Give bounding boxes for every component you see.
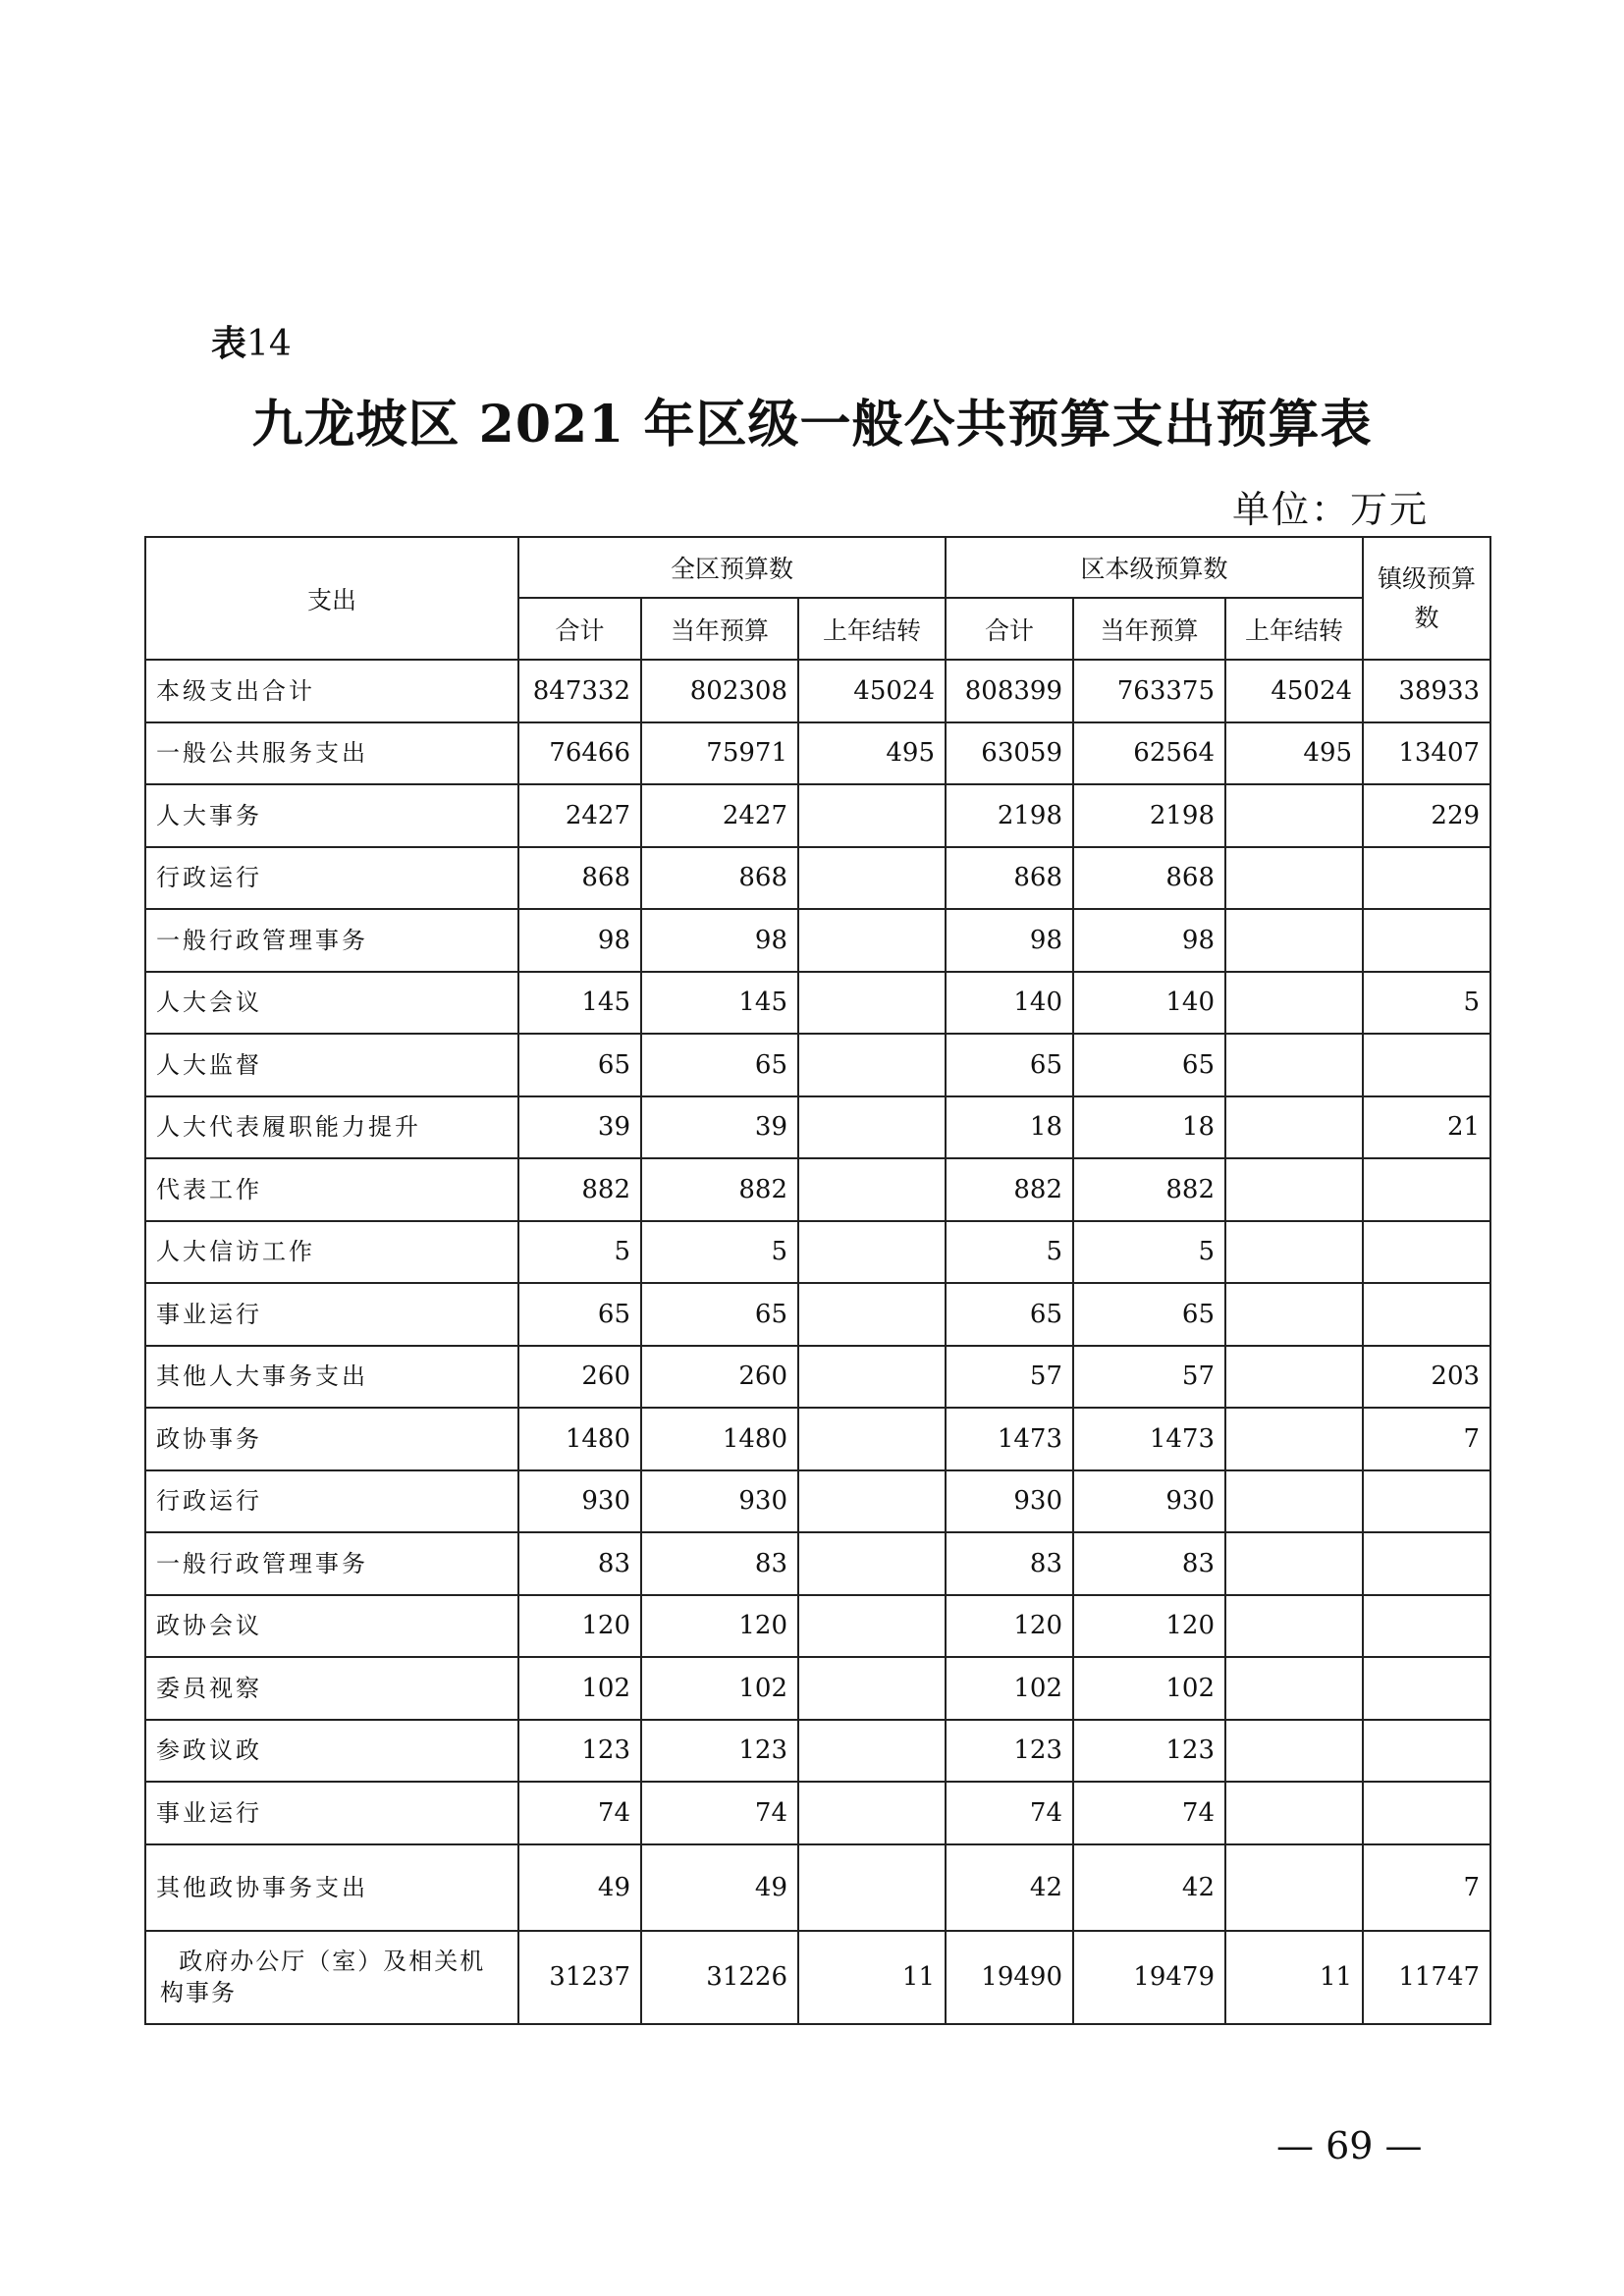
- cell-town: 203: [1363, 1346, 1490, 1409]
- cell-town: [1363, 1782, 1490, 1844]
- cell-all-carry: [798, 1346, 946, 1409]
- cell-all-current: 120: [641, 1595, 798, 1658]
- cell-all-current: 882: [641, 1158, 798, 1221]
- cell-dist-carry: 11: [1225, 1931, 1363, 2024]
- cell-all-total: 930: [518, 1470, 641, 1533]
- cell-dist-current: 120: [1073, 1595, 1225, 1658]
- table-row: [145, 1931, 1490, 2024]
- cell-all-total: 49: [518, 1844, 641, 1931]
- cell-dist-current: 123: [1073, 1720, 1225, 1783]
- cell-all-carry: [798, 1034, 946, 1096]
- cell-all-total: 847332: [518, 660, 641, 722]
- header-all-current: 当年预算: [641, 598, 798, 660]
- cell-dist-carry: [1225, 1346, 1363, 1409]
- row-label: 人大事务: [145, 784, 518, 847]
- cell-dist-carry: [1225, 1782, 1363, 1844]
- cell-all-current: 65: [641, 1034, 798, 1096]
- cell-all-total: 102: [518, 1657, 641, 1720]
- cell-dist-total: 65: [946, 1034, 1073, 1096]
- cell-dist-carry: [1225, 1532, 1363, 1595]
- cell-all-total: 120: [518, 1595, 641, 1658]
- row-label: 行政运行: [145, 847, 518, 910]
- cell-town: 7: [1363, 1844, 1490, 1931]
- cell-all-total: 868: [518, 847, 641, 910]
- cell-town: 5: [1363, 972, 1490, 1035]
- cell-all-carry: [798, 1158, 946, 1221]
- cell-all-carry: [798, 1595, 946, 1658]
- cell-town: [1363, 847, 1490, 910]
- cell-town: 38933: [1363, 660, 1490, 722]
- row-label: 行政运行: [145, 1470, 518, 1533]
- cell-dist-total: 19490: [946, 1931, 1073, 2024]
- cell-all-total: 39: [518, 1096, 641, 1159]
- cell-all-total: 882: [518, 1158, 641, 1221]
- cell-all-total: 123: [518, 1720, 641, 1783]
- cell-dist-carry: [1225, 909, 1363, 972]
- cell-dist-current: 1473: [1073, 1408, 1225, 1470]
- table-row: [145, 847, 1490, 910]
- cell-dist-carry: [1225, 1408, 1363, 1470]
- cell-dist-total: 930: [946, 1470, 1073, 1533]
- cell-town: [1363, 1283, 1490, 1346]
- cell-dist-carry: [1225, 1283, 1363, 1346]
- cell-dist-total: 18: [946, 1096, 1073, 1159]
- cell-dist-current: 140: [1073, 972, 1225, 1035]
- cell-dist-current: 868: [1073, 847, 1225, 910]
- cell-all-total: 31237: [518, 1931, 641, 2024]
- cell-all-total: 5: [518, 1221, 641, 1284]
- table-row: [145, 1470, 1490, 1533]
- cell-town: [1363, 909, 1490, 972]
- cell-all-current: 65: [641, 1283, 798, 1346]
- cell-all-carry: [798, 1470, 946, 1533]
- cell-town: [1363, 1657, 1490, 1720]
- row-label: 政协事务: [145, 1408, 518, 1470]
- header-all-carry: 上年结转: [798, 598, 946, 660]
- cell-all-current: 145: [641, 972, 798, 1035]
- cell-dist-current: 65: [1073, 1034, 1225, 1096]
- cell-town: [1363, 1034, 1490, 1096]
- document-title: 九龙坡区 2021 年区级一般公共预算支出预算表: [251, 395, 1373, 454]
- cell-dist-carry: [1225, 1158, 1363, 1221]
- table-row: [145, 1158, 1490, 1221]
- header-item: 支出: [145, 537, 518, 660]
- cell-dist-total: 98: [946, 909, 1073, 972]
- cell-all-carry: [798, 1844, 946, 1931]
- row-label: 一般行政管理事务: [145, 909, 518, 972]
- row-label: 一般公共服务支出: [145, 722, 518, 785]
- cell-all-total: 65: [518, 1283, 641, 1346]
- cell-all-carry: [798, 1782, 946, 1844]
- cell-all-carry: [798, 1096, 946, 1159]
- cell-all-current: 123: [641, 1720, 798, 1783]
- row-label: 其他人大事务支出: [145, 1346, 518, 1409]
- cell-dist-carry: [1225, 972, 1363, 1035]
- cell-dist-total: 882: [946, 1158, 1073, 1221]
- table-row: [145, 660, 1490, 722]
- cell-all-carry: [798, 1221, 946, 1284]
- header-group-all: 全区预算数: [518, 537, 946, 598]
- cell-town: [1363, 1470, 1490, 1533]
- row-label: 政协会议: [145, 1595, 518, 1658]
- cell-all-current: 31226: [641, 1931, 798, 2024]
- row-label: 事业运行: [145, 1782, 518, 1844]
- cell-town: [1363, 1158, 1490, 1221]
- cell-all-current: 5: [641, 1221, 798, 1284]
- table-row: [145, 1657, 1490, 1720]
- cell-dist-current: 57: [1073, 1346, 1225, 1409]
- row-label: 事业运行: [145, 1283, 518, 1346]
- cell-all-carry: 45024: [798, 660, 946, 722]
- cell-all-current: 102: [641, 1657, 798, 1720]
- cell-all-total: 65: [518, 1034, 641, 1096]
- cell-dist-carry: [1225, 1720, 1363, 1783]
- cell-dist-current: 5: [1073, 1221, 1225, 1284]
- cell-all-carry: [798, 972, 946, 1035]
- row-label: 人大监督: [145, 1034, 518, 1096]
- cell-dist-current: 65: [1073, 1283, 1225, 1346]
- table-row: [145, 1532, 1490, 1595]
- cell-dist-carry: [1225, 1034, 1363, 1096]
- table-row: [145, 1346, 1490, 1409]
- cell-dist-carry: 495: [1225, 722, 1363, 785]
- cell-town: [1363, 1532, 1490, 1595]
- table-row: [145, 972, 1490, 1035]
- cell-dist-total: 123: [946, 1720, 1073, 1783]
- cell-dist-total: 63059: [946, 722, 1073, 785]
- cell-dist-total: 1473: [946, 1408, 1073, 1470]
- table-row: [145, 1720, 1490, 1783]
- cell-dist-current: 18: [1073, 1096, 1225, 1159]
- cell-all-total: 145: [518, 972, 641, 1035]
- cell-dist-total: 868: [946, 847, 1073, 910]
- cell-town: 7: [1363, 1408, 1490, 1470]
- cell-dist-total: 2198: [946, 784, 1073, 847]
- row-label: 代表工作: [145, 1158, 518, 1221]
- cell-dist-current: 930: [1073, 1470, 1225, 1533]
- table-row: [145, 909, 1490, 972]
- cell-dist-carry: [1225, 1470, 1363, 1533]
- cell-all-total: 83: [518, 1532, 641, 1595]
- cell-all-carry: [798, 1720, 946, 1783]
- cell-dist-current: 19479: [1073, 1931, 1225, 2024]
- cell-dist-total: 57: [946, 1346, 1073, 1409]
- table-row: [145, 1096, 1490, 1159]
- row-label: 参政议政: [145, 1720, 518, 1783]
- cell-town: [1363, 1221, 1490, 1284]
- cell-dist-current: 83: [1073, 1532, 1225, 1595]
- cell-dist-total: 140: [946, 972, 1073, 1035]
- table-row: [145, 1408, 1490, 1470]
- cell-all-carry: [798, 1657, 946, 1720]
- table-number: 表14: [211, 323, 292, 364]
- cell-all-carry: [798, 909, 946, 972]
- cell-all-current: 2427: [641, 784, 798, 847]
- cell-dist-current: 98: [1073, 909, 1225, 972]
- cell-dist-current: 763375: [1073, 660, 1225, 722]
- table-row: [145, 1782, 1490, 1844]
- cell-town: [1363, 1720, 1490, 1783]
- cell-all-total: 76466: [518, 722, 641, 785]
- cell-dist-carry: [1225, 1595, 1363, 1658]
- cell-dist-current: 882: [1073, 1158, 1225, 1221]
- cell-dist-current: 2198: [1073, 784, 1225, 847]
- table-row: [145, 1283, 1490, 1346]
- cell-dist-carry: [1225, 1844, 1363, 1931]
- cell-all-current: 39: [641, 1096, 798, 1159]
- cell-all-current: 49: [641, 1844, 798, 1931]
- cell-all-carry: [798, 1283, 946, 1346]
- cell-all-current: 75971: [641, 722, 798, 785]
- cell-all-carry: 495: [798, 722, 946, 785]
- cell-all-current: 98: [641, 909, 798, 972]
- cell-town: [1363, 1595, 1490, 1658]
- cell-dist-current: 62564: [1073, 722, 1225, 785]
- row-label: 人大会议: [145, 972, 518, 1035]
- table-row: [145, 1595, 1490, 1658]
- table-row: [145, 1221, 1490, 1284]
- cell-all-total: 98: [518, 909, 641, 972]
- header-group-district: 区本级预算数: [946, 537, 1363, 598]
- header-district-carry: 上年结转: [1225, 598, 1363, 660]
- cell-all-carry: [798, 784, 946, 847]
- row-label: 委员视察: [145, 1657, 518, 1720]
- cell-dist-carry: [1225, 847, 1363, 910]
- row-label: 政府办公厅（室）及相关机构事务: [145, 1931, 518, 2024]
- row-label: 人大信访工作: [145, 1221, 518, 1284]
- cell-town: 13407: [1363, 722, 1490, 785]
- cell-dist-current: 42: [1073, 1844, 1225, 1931]
- cell-dist-total: 83: [946, 1532, 1073, 1595]
- table-row: [145, 784, 1490, 847]
- cell-dist-carry: 45024: [1225, 660, 1363, 722]
- row-label: 一般行政管理事务: [145, 1532, 518, 1595]
- cell-all-current: 1480: [641, 1408, 798, 1470]
- row-label: 本级支出合计: [145, 660, 518, 722]
- cell-dist-total: 808399: [946, 660, 1073, 722]
- cell-dist-carry: [1225, 1096, 1363, 1159]
- cell-all-total: 74: [518, 1782, 641, 1844]
- header-district-current: 当年预算: [1073, 598, 1225, 660]
- cell-dist-carry: [1225, 784, 1363, 847]
- header-district-total: 合计: [946, 598, 1073, 660]
- table-row: [145, 722, 1490, 785]
- header-group-town: 镇级预算数: [1363, 537, 1490, 660]
- cell-dist-current: 74: [1073, 1782, 1225, 1844]
- table-row: [145, 1034, 1490, 1096]
- row-label: 人大代表履职能力提升: [145, 1096, 518, 1159]
- page-number: — 69 —: [1276, 2124, 1423, 2167]
- cell-all-current: 930: [641, 1470, 798, 1533]
- cell-dist-total: 5: [946, 1221, 1073, 1284]
- header-all-total: 合计: [518, 598, 641, 660]
- cell-town: 21: [1363, 1096, 1490, 1159]
- cell-dist-total: 74: [946, 1782, 1073, 1844]
- cell-dist-total: 65: [946, 1283, 1073, 1346]
- cell-all-total: 260: [518, 1346, 641, 1409]
- cell-all-carry: [798, 1408, 946, 1470]
- unit-label: 单位：万元: [1232, 488, 1430, 531]
- cell-all-current: 260: [641, 1346, 798, 1409]
- cell-all-current: 802308: [641, 660, 798, 722]
- row-label: 其他政协事务支出: [145, 1844, 518, 1931]
- cell-dist-carry: [1225, 1657, 1363, 1720]
- cell-all-current: 83: [641, 1532, 798, 1595]
- cell-dist-current: 102: [1073, 1657, 1225, 1720]
- cell-all-carry: [798, 847, 946, 910]
- table-row: [145, 1844, 1490, 1931]
- cell-dist-total: 102: [946, 1657, 1073, 1720]
- cell-dist-total: 42: [946, 1844, 1073, 1931]
- cell-all-carry: [798, 1532, 946, 1595]
- budget-table: [144, 536, 1491, 2025]
- cell-all-current: 868: [641, 847, 798, 910]
- cell-town: 11747: [1363, 1931, 1490, 2024]
- cell-all-carry: 11: [798, 1931, 946, 2024]
- cell-town: 229: [1363, 784, 1490, 847]
- cell-all-total: 2427: [518, 784, 641, 847]
- cell-dist-total: 120: [946, 1595, 1073, 1658]
- cell-dist-carry: [1225, 1221, 1363, 1284]
- cell-all-current: 74: [641, 1782, 798, 1844]
- cell-all-total: 1480: [518, 1408, 641, 1470]
- table-body: [145, 660, 1490, 2024]
